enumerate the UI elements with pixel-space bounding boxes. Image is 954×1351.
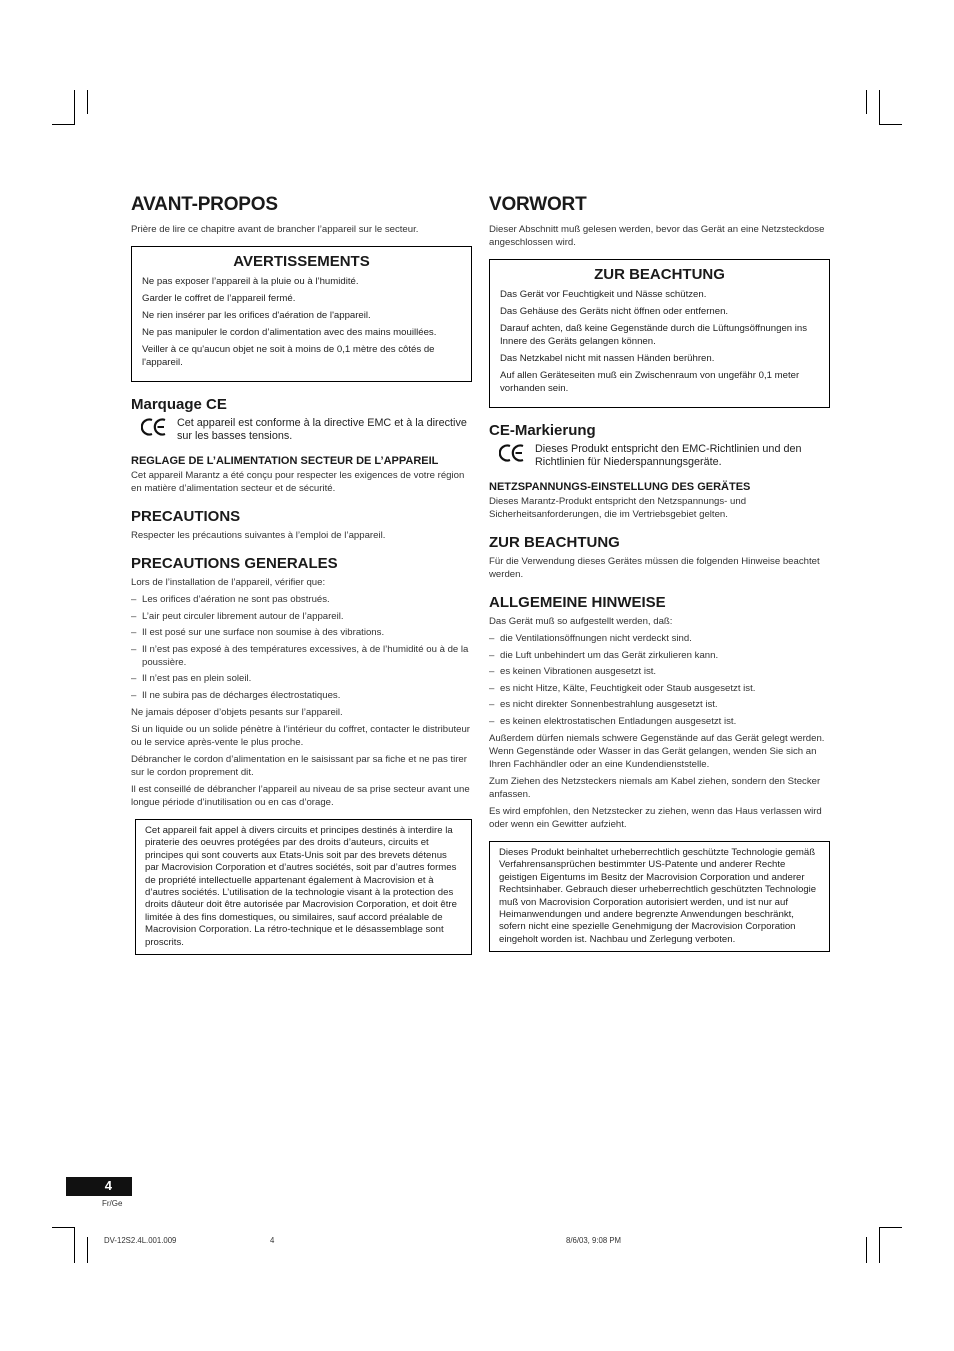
- list-item: – die Ventilationsöffnungen nicht verdeckt sind.: [489, 632, 830, 645]
- list-item: – Il est posé sur une surface non soumise à des vibrations.: [131, 626, 472, 639]
- list-item: – es nicht direkter Sonnenbestrahlung ausgesetzt ist.: [489, 698, 830, 711]
- general-list: [131, 593, 472, 702]
- general-heading: ALLGEMEINE HINWEISE: [489, 594, 666, 611]
- ce-heading: CE-Markierung: [489, 422, 596, 439]
- warnings-box: [489, 259, 830, 408]
- warning-item: Auf allen Geräteseiten muß ein Zwischenraum von ungefähr 0,1 meter vorhanden sein.: [500, 370, 800, 394]
- ce-block: [489, 443, 830, 469]
- crop-mark: [879, 90, 880, 124]
- power-heading: REGLAGE DE L’ALIMENTATION SECTEUR DE L’APPAREIL: [131, 455, 439, 467]
- precautions-heading: PRECAUTIONS: [131, 508, 241, 525]
- general-para: Außerdem dürfen niemals schwere Gegenstände auf das Gerät gelegt werden. Wenn Gegenstände oder Wasser in das Gerät gelangen, wenden Sie sich an Ihren Fachhändler oder an eine Kundendienststelle.: [489, 732, 825, 770]
- general-heading: PRECAUTIONS GENERALES: [131, 555, 338, 572]
- warning-item: Ne rien insérer par les orifices d'aération de l'appareil.: [142, 310, 371, 321]
- warnings-box: [131, 246, 472, 382]
- general-para: Débrancher le cordon d’alimentation en le saisissant par sa fiche et ne pas tirer sur le cordon proprement dit.: [131, 753, 467, 778]
- ce-mark-icon: [131, 417, 177, 437]
- list-item: – Il n’est pas en plein soleil.: [131, 672, 472, 685]
- copyright-text: Cet appareil fait appel à divers circuits et principes destinés à interdire la piraterie des oeuvres protégées par des droits d’auteurs, circuits et principes qui sont couverts aux Etats-Unis soit par des brevets détenus par Macrovision Corporation et d’autres sociétés, soit par d’autres formes de propriété intellectuelle appartenant également à Macrovision et à d’autres sociétés. L’utilisation de la technologie visant à la protection des droits dâuteur doit être autorisée par Macrovision Corporation, et doit être limitée à des fins domestiques, ou similaires, sauf accord préalable de Macrovision Corporation. La rétro-technique et le désassemblage sont proscrits.: [145, 824, 457, 948]
- warning-item: Das Netzkabel nicht mit nassen Händen berühren.: [500, 353, 715, 364]
- list-item: – Il n’est pas exposé à des températures excessives, à de l’humidité ou à de la poussière.: [131, 643, 472, 669]
- ce-text: Dieses Produkt entspricht den EMC-Richtlinien und den Richtlinien für Niederspannungsgeräte.: [535, 443, 802, 468]
- copyright-box: [135, 819, 472, 955]
- general-para: Il est conseillé de débrancher l’appareil au niveau de sa prise secteur avant une longue période d’inutilisation ou en cas d’orage.: [131, 783, 470, 808]
- crop-mark: [52, 124, 75, 125]
- french-column: [131, 190, 472, 955]
- crop-mark: [879, 1227, 880, 1263]
- section-title: AVANT-PROPOS: [131, 194, 278, 215]
- ce-text: Cet appareil est conforme à la directive EMC et à la directive sur les basses tensions.: [177, 417, 467, 442]
- list-item: – Les orifices d’aération ne sont pas obstrués.: [131, 593, 472, 606]
- general-intro: Lors de l’installation de l’appareil, vérifier que:: [131, 577, 326, 588]
- crop-mark: [879, 124, 902, 125]
- warning-item: Garder le coffret de l’appareil fermé.: [142, 293, 296, 304]
- german-column: [489, 190, 830, 952]
- copyright-box: [489, 841, 830, 952]
- power-heading: NETZSPANNUNGS-EINSTELLUNG DES GERÄTES: [489, 481, 751, 493]
- power-text: Dieses Marantz-Produkt entspricht den Netzspannungs- und Sicherheitsanforderungen, die im Vertriebsgebiet gelten.: [489, 496, 747, 520]
- warning-item: Ne pas manipuler le cordon d’alimentation avec des mains mouillées.: [142, 327, 437, 338]
- copyright-text: Dieses Produkt beinhaltet urheberrechtlich geschützte Technologie gemäß Verfahrensansprüchen bestimmter US-Patente und anderer Rechte geistigen Eigentums im Besitz der Macrovision Corporation und anderer Rechtsinhaber. Gebrauch dieser urheberrechtlich geschützten Technologie muß von Macrovision Corporation autorisiert werden, und ist nur auf Heimanwendungen und andere begrenzte Anwendungen beschränkt, sofern nicht eine spezielle Genehmigung der Macrovision Corporation eingeholt worden ist. Nachbau und Zerlegung verboten.: [499, 846, 817, 945]
- precautions-text: Für die Verwendung dieses Gerätes müssen die folgenden Hinweise beachtet werden.: [489, 556, 820, 580]
- warning-item: Darauf achten, daß keine Gegenstände durch die Lüftungsöffnungen ins Innere des Geräts gelangen können.: [500, 323, 808, 347]
- page-number: 4: [104, 1178, 112, 1193]
- warning-item: Veiller à ce qu'aucun objet ne soit à moins de 0,1 mètre des côtés de l'appareil.: [142, 344, 435, 368]
- page-language-code: Fr/Ge: [102, 1199, 123, 1208]
- warning-item: Das Gerät vor Feuchtigkeit und Nässe schützen.: [500, 289, 707, 300]
- list-item: – es keinen elektrostatischen Entladungen ausgesetzt ist.: [489, 715, 830, 728]
- warning-item: Ne pas exposer l’appareil à la pluie ou à l’humidité.: [142, 276, 359, 287]
- section-title: VORWORT: [489, 194, 587, 215]
- crop-mark: [866, 1237, 867, 1263]
- footer-page: 4: [270, 1236, 275, 1245]
- crop-mark: [866, 90, 867, 114]
- crop-mark: [52, 1227, 75, 1228]
- general-para: Zum Ziehen des Netzsteckers niemals am Kabel ziehen, sondern den Stecker anfassen.: [489, 775, 821, 800]
- list-item: – Il ne subira pas de décharges électrostatiques.: [131, 689, 472, 702]
- list-item: – die Luft unbehindert um das Gerät zirkulieren kann.: [489, 649, 830, 662]
- ce-mark-icon: [489, 443, 535, 463]
- power-text: Cet appareil Marantz a été conçu pour respecter les exigences de votre région en matière d’alimentation secteur et de sécurité.: [131, 470, 465, 494]
- precautions-text: Respecter les précautions suivantes à l’emploi de l’appareil.: [131, 530, 386, 541]
- precautions-heading: ZUR BEACHTUNG: [489, 534, 620, 551]
- general-intro: Das Gerät muß so aufgestellt werden, daß:: [489, 616, 673, 627]
- footer-date: 8/6/03, 9:08 PM: [566, 1236, 622, 1245]
- general-para: Si un liquide ou un solide pénètre à l’intérieur du coffret, contacter le distributeur ou le service après-vente le plus proche.: [131, 723, 471, 748]
- ce-block: [131, 417, 472, 443]
- crop-mark: [87, 1237, 88, 1263]
- ce-heading: Marquage CE: [131, 396, 227, 413]
- intro-text: Dieser Abschnitt muß gelesen werden, bevor das Gerät an eine Netzsteckdose angeschlossen wird.: [489, 224, 825, 248]
- general-list: [489, 632, 830, 728]
- list-item: – L’air peut circuler librement autour de l’appareil.: [131, 610, 472, 623]
- list-item: – es keinen Vibrationen ausgesetzt ist.: [489, 665, 830, 678]
- warnings-title: AVERTISSEMENTS: [233, 253, 370, 270]
- list-item: – es nicht Hitze, Kälte, Feuchtigkeit oder Staub ausgesetzt ist.: [489, 682, 830, 695]
- footer-file: DV-12S2.4L.001.009: [104, 1236, 177, 1245]
- warnings-title: ZUR BEACHTUNG: [594, 266, 725, 283]
- intro-text: Prière de lire ce chapitre avant de brancher l’appareil sur le secteur.: [131, 224, 419, 235]
- general-para: Es wird empfohlen, den Netzstecker zu ziehen, wenn das Haus verlassen wird oder wenn ein Gewitter aufzieht.: [489, 805, 822, 830]
- crop-mark: [879, 1227, 902, 1228]
- general-para: Ne jamais déposer d’objets pesants sur l’appareil.: [131, 706, 343, 718]
- crop-mark: [87, 90, 88, 114]
- crop-mark: [74, 1227, 75, 1263]
- page-number-tab: [66, 1177, 132, 1196]
- crop-mark: [74, 90, 75, 124]
- warning-item: Das Gehäuse des Geräts nicht öffnen oder entfernen.: [500, 306, 729, 317]
